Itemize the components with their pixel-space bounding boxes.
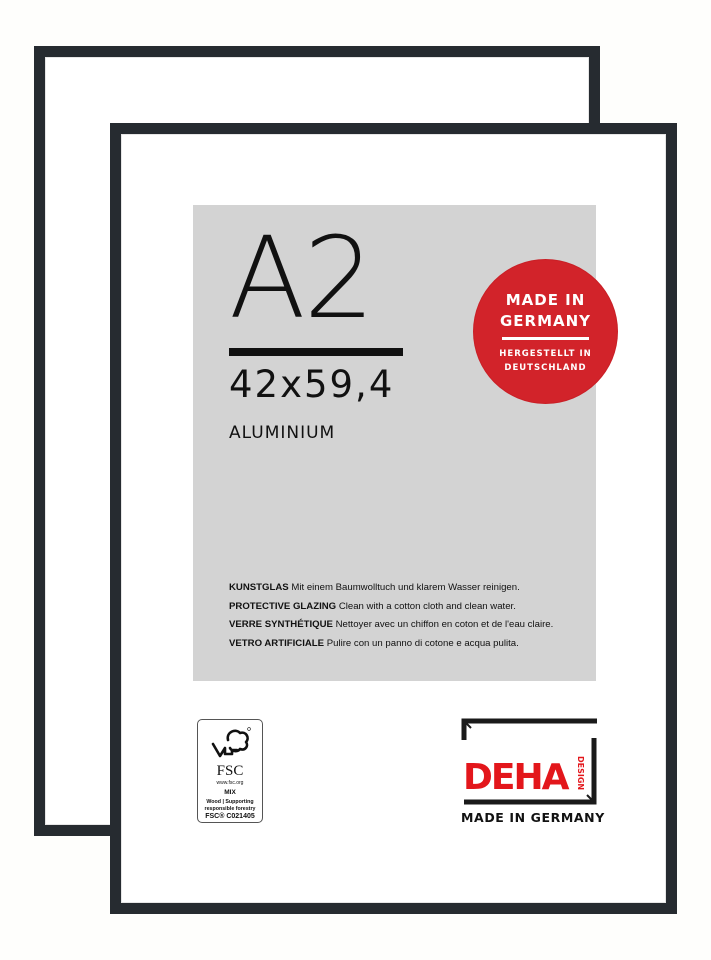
badge-title-line2: GERMANY xyxy=(499,312,592,330)
care-row-it xyxy=(229,635,586,654)
badge-subtitle xyxy=(474,347,617,375)
fsc-desc-line1: Wood | Supporting xyxy=(206,799,254,805)
care-row-de xyxy=(229,579,586,598)
fsc-url: www.fsc.org xyxy=(216,780,244,786)
fsc-tree-check-icon xyxy=(210,726,252,762)
fsc-wordmark: FSC xyxy=(216,763,244,779)
care-text: Mit einem Baumwolltuch und klarem Wasser reinigen. xyxy=(291,582,520,593)
size-underline xyxy=(229,348,403,356)
badge-divider xyxy=(502,337,589,340)
care-label: VETRO ARTIFICIALE xyxy=(229,637,325,649)
care-label: KUNSTGLAS xyxy=(229,582,289,593)
size-label: A2 xyxy=(229,214,373,344)
care-text: Pulire con un panno di cotone e acqua pulita. xyxy=(326,637,519,649)
badge-title-line1: MADE IN xyxy=(505,291,586,309)
product-label-card xyxy=(193,205,596,681)
badge-title xyxy=(474,290,617,332)
badge-subtitle-line1: HERGESTELLT IN xyxy=(499,349,592,359)
deha-wordmark: DEHA xyxy=(463,757,568,798)
care-label: PROTECTIVE GLAZING xyxy=(229,600,337,612)
care-text: Clean with a cotton cloth and clean water. xyxy=(338,600,516,612)
care-text: Nettoyer avec un chiffon en coton et de l'eau claire. xyxy=(335,619,554,630)
fsc-mix: MIX xyxy=(224,789,236,796)
deha-tagline: MADE IN GERMANY xyxy=(461,810,605,825)
care-row-en xyxy=(229,598,586,617)
fsc-desc-line2: responsible forestry xyxy=(204,805,256,812)
care-row-fr xyxy=(229,616,586,635)
deha-design-text: DESIGN xyxy=(576,756,585,791)
badge-subtitle-line2: DEUTSCHLAND xyxy=(504,363,587,373)
material-text: ALUMINIUM xyxy=(229,423,336,443)
care-label: VERRE SYNTHÉTIQUE xyxy=(229,619,333,630)
deha-brand-logo xyxy=(461,718,605,828)
deha-logo-mark-icon xyxy=(461,718,601,808)
fsc-logo xyxy=(197,719,263,823)
fsc-license-code: FSC® C021405 xyxy=(205,813,255,820)
care-instructions xyxy=(229,579,586,653)
dimensions-text: 42x59,4 xyxy=(229,363,395,406)
made-in-germany-badge xyxy=(474,260,617,403)
fsc-description xyxy=(198,799,262,812)
